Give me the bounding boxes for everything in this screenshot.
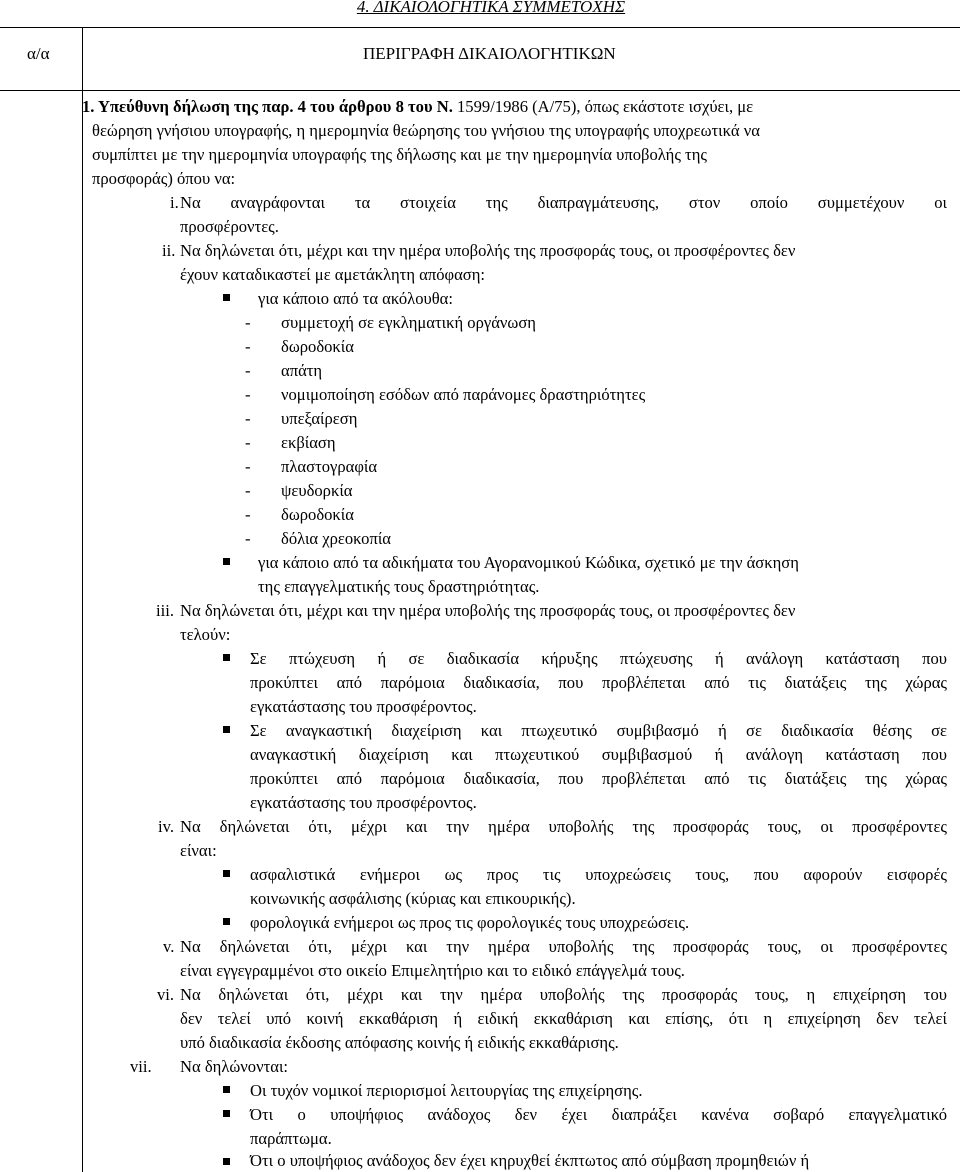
dash-icon: - [245,409,251,428]
bullet-square-icon [223,870,230,877]
column-header-description: ΠΕΡΙΓΡΑΦΗ ΔΙΚΑΙΟΛΟΓΗΤΙΚΩΝ [363,44,616,63]
content-left-border [82,90,83,1172]
sub-iv-b1-line-1: ασφαλιστικά ενήμεροι ως προς τις υποχρεώσεις τους, που αφορούν εισφορές [250,865,947,884]
bullet-square-icon [223,1110,230,1117]
sub-i-line-1: Να αναγράφονται τα στοιχεία της διαπραγμάτευσης, στον οποίο συμμετέχουν οι [180,193,947,212]
sub-iv-b2: φορολογικά ενήμεροι ως προς τις φορολογικές τους υποχρεώσεις. [250,913,690,932]
sub-vii-number: vii. [130,1057,152,1076]
dash-icon: - [245,313,251,332]
sub-v-line-1: Να δηλώνεται ότι, μέχρι και την ημέρα υποβολής της προσφοράς τους, οι προσφέροντες [180,937,947,956]
sub-iv-number: iv. [158,817,174,836]
dash-list-item: δόλια χρεοκοπία [281,529,392,548]
sub-vi-line-2: δεν τελεί υπό κοινή εκκαθάριση ή ειδική εκκαθάριση και επίσης, ότι η επιχείρηση δεν τελεί [180,1009,947,1028]
bullet-square-icon [223,918,230,925]
item-1-line-1: 1. Υπεύθυνη δήλωση της παρ. 4 του άρθρου 8 του Ν. 1599/1986 (Α/75), όπως εκάστοτε ισχύει, με [82,97,754,116]
dash-icon: - [245,337,251,356]
sub-vi-line-1: Να δηλώνεται ότι, μέχρι και την ημέρα υποβολής της προσφοράς τους, η επιχείρηση του [180,985,947,1004]
sub-iii-b2-line-2: αναγκαστική διαχείριση και πτωχευτικού συμβιβασμού ή ανάλογη κατάσταση που [250,745,947,764]
dash-list-item: πλαστογραφία [281,457,378,476]
sub-vii-b1: Οι τυχόν νομικοί περιορισμοί λειτουργίας της επιχείρησης. [250,1081,643,1100]
sub-iii-b1-line-1: Σε πτώχευση ή σε διαδικασία κήρυξης πτώχευσης ή ανάλογη κατάσταση που [250,649,947,668]
dash-list-item: ψευδορκία [281,481,353,500]
dash-list-item: συμμετοχή σε εγκληματική οργάνωση [281,313,536,332]
sub-v-number: v. [163,937,175,956]
sub-ii-line-1: Να δηλώνεται ότι, μέχρι και την ημέρα υποβολής της προσφοράς τους, οι προσφέροντες δεν [180,241,796,260]
sub-vii-b2-line-2: παράπτωμα. [250,1129,332,1148]
sub-iii-line-2: τελούν: [180,625,231,644]
sub-iii-b1-line-3: εγκατάστασης του προσφέροντος. [250,697,477,716]
dash-icon: - [245,457,251,476]
bullet-square-icon [223,1158,230,1165]
sub-iv-line-1: Να δηλώνεται ότι, μέχρι και την ημέρα υποβολής της προσφοράς τους, οι προσφέροντες [180,817,947,836]
item-1-line-3: συμπίπτει με την ημερομηνία υπογραφής της δήλωσης και με την ημερομηνία υποβολής της [92,145,707,164]
table-header-divider [0,90,960,91]
sub-iii-number: iii. [156,601,174,620]
item-1-line-2: θεώρηση γνήσιου υπογραφής, η ημερομηνία θεώρησης του γνήσιου της υπογραφής υποχρεωτικά να [92,121,760,140]
sub-iii-b2-line-4: εγκατάστασης του προσφέροντος. [250,793,477,812]
sub-vi-number: vi. [157,985,175,1004]
bullet-square-icon [223,558,230,565]
dash-icon: - [245,505,251,524]
sub-vii-line-1: Να δηλώνονται: [180,1057,289,1076]
dash-icon: - [245,433,251,452]
sub-iii-b2-line-1: Σε αναγκαστική διαχείριση και πτωχευτικό συμβιβασμό ή σε διαδικασία θέσης σε [250,721,947,740]
sub-iii-line-1: Να δηλώνεται ότι, μέχρι και την ημέρα υποβολής της προσφοράς τους, οι προσφέροντες δεν [180,601,796,620]
sub-ii-bullet-2-line-2: της επαγγελματικής τους δραστηριότητας. [258,577,540,596]
item-1-heading: 1. Υπεύθυνη δήλωση της παρ. 4 του άρθρου 8 του Ν. [82,97,453,116]
dash-icon: - [245,385,251,404]
sub-ii-line-2: έχουν καταδικαστεί με αμετάκλητη απόφαση: [180,265,486,284]
section-title: 4. ΔΙΚΑΙΟΛΟΓΗΤΙΚΑ ΣΥΜΜΕΤΟΧΗΣ [356,0,626,16]
sub-vii-b3: Ότι ο υποψήφιος ανάδοχος δεν έχει κηρυχθεί έκπτωτος από σύμβαση προμηθειών ή [250,1151,810,1170]
dash-icon: - [245,481,251,500]
bullet-square-icon [223,654,230,661]
sub-iv-line-2: είναι: [180,841,217,860]
dash-icon: - [245,361,251,380]
sub-iv-b1-line-2: κοινωνικής ασφάλισης (κύριας και επικουρικής). [250,889,576,908]
dash-list-item: απάτη [281,361,323,380]
sub-iii-b2-line-3: προκύπτει από παρόμοια διαδικασία, που προβλέπεται από τις διατάξεις της χώρας [250,769,947,788]
bullet-square-icon [223,726,230,733]
item-1-line-4: προσφοράς) όπου να: [92,169,236,188]
sub-vii-b2-line-1: Ότι ο υποψήφιος ανάδοχος δεν έχει διαπράξει κανένα σοβαρό επαγγελματικό [250,1105,947,1124]
dash-list-item: δωροδοκία [281,505,354,524]
dash-list-item: δωροδοκία [281,337,354,356]
dash-icon: - [245,529,251,548]
sub-i-line-2: προσφέροντες. [180,217,279,236]
sub-vi-line-3: υπό διαδικασία έκδοσης απόφασης κοινής ή ειδικής εκκαθάρισης. [180,1033,619,1052]
dash-list-item: νομιμοποίηση εσόδων από παράνομες δραστηριότητες [281,385,646,404]
sub-ii-bullet-2-line-1: για κάποιο από τα αδικήματα του Αγορανομικού Κώδικα, σχετικό με την άσκηση [258,553,799,572]
table-top-border [0,27,960,28]
sub-v-line-2: είναι εγγεγραμμένοι στο οικείο Επιμελητήριο και το ειδικό επάγγελμά τους. [180,961,685,980]
sub-iii-b1-line-2: προκύπτει από παρόμοια διαδικασία, που προβλέπεται από τις διατάξεις της χώρας [250,673,947,692]
column-divider [82,27,83,90]
column-header-aa: α/α [27,44,50,63]
dash-list-item: εκβίαση [281,433,336,452]
sub-ii-bullet-1: για κάποιο από τα ακόλουθα: [258,289,453,308]
sub-ii-number: ii. [162,241,176,260]
dash-list-item: υπεξαίρεση [281,409,358,428]
sub-i-number: i. [170,193,179,212]
bullet-square-icon [223,1086,230,1093]
bullet-square-icon [223,294,230,301]
